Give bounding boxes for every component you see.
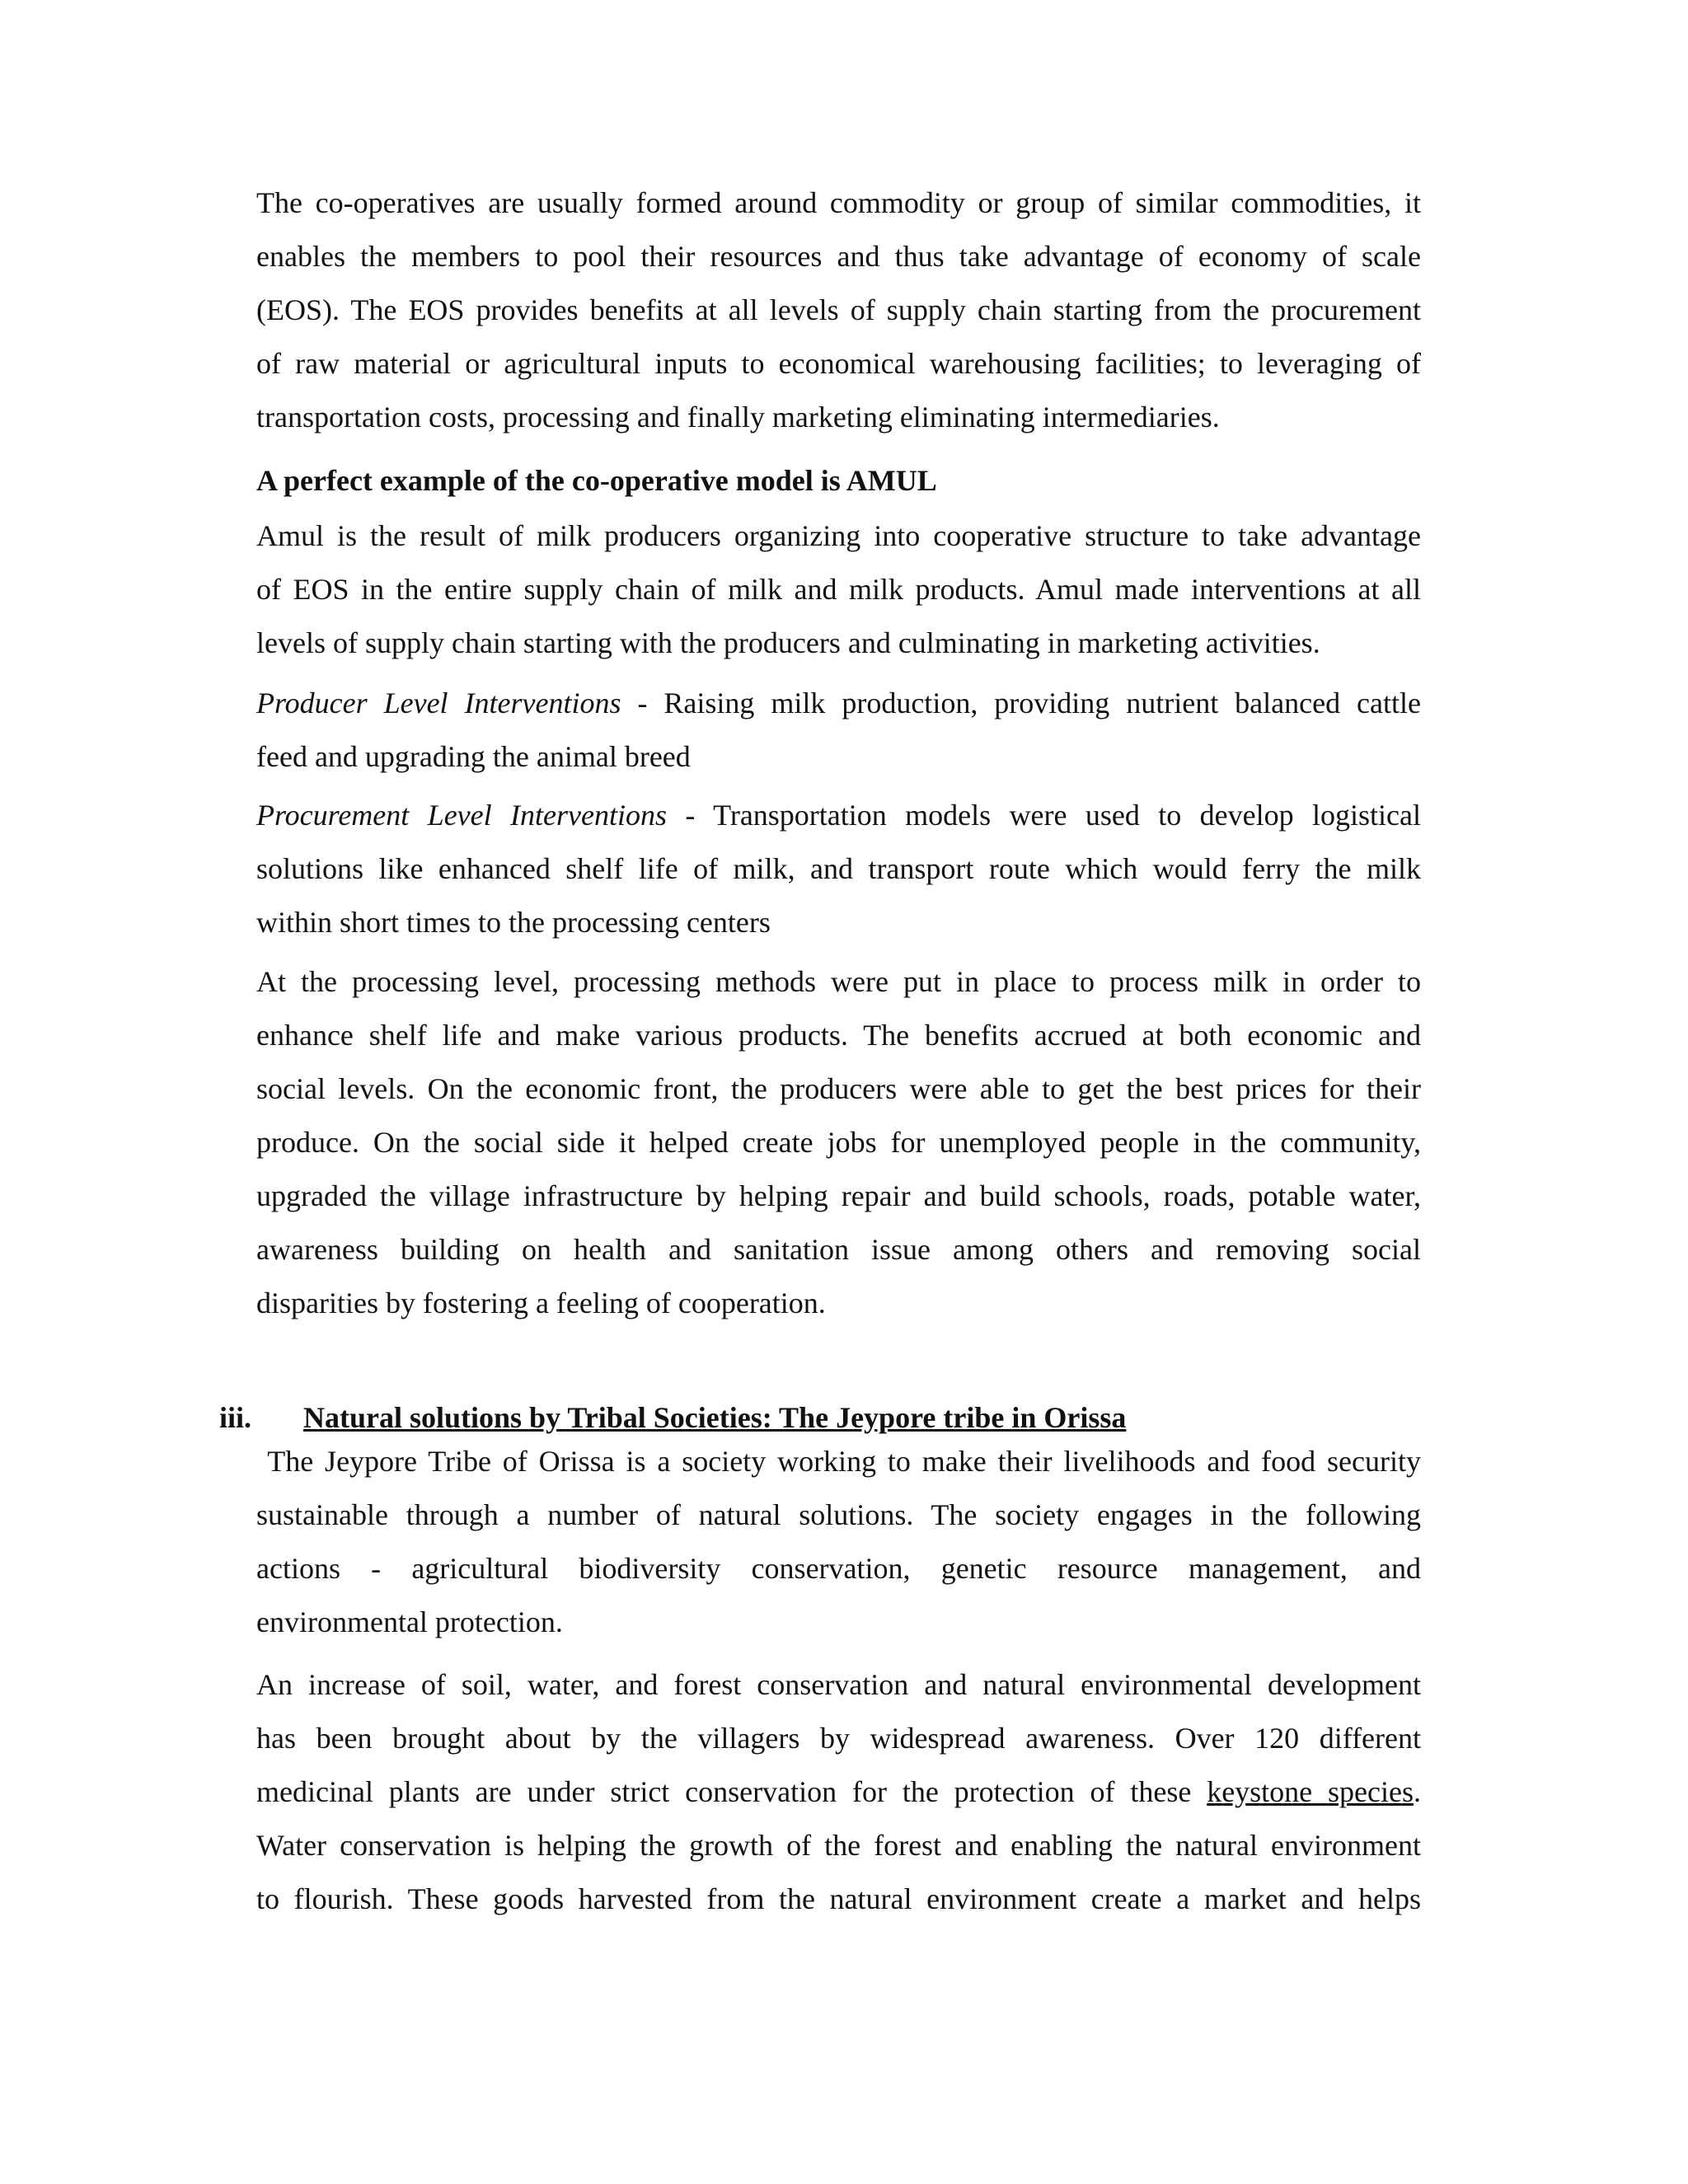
text-segment: medicinal plants are under strict conservation for the protection of these <box>256 1775 1207 1808</box>
text-line: solutions like enhanced shelf life of milk, and transport route which would ferry the milk <box>256 852 1421 885</box>
producer-text: - Raising milk production, providing nutrient balanced cattle <box>621 687 1422 719</box>
text-line: to flourish. These goods harvested from the natural environment create a market and helps <box>256 1882 1421 1915</box>
text-line: feed and upgrading the animal breed <box>256 740 691 773</box>
text-line: upgraded the village infrastructure by helping repair and build schools, roads, potable water, <box>256 1179 1421 1212</box>
text-line: has been brought about by the villagers by widespread awareness. Over 120 different <box>256 1722 1421 1755</box>
text-line <box>256 677 1421 730</box>
text-line: environmental protection. <box>256 1605 563 1638</box>
text-line: Amul is the result of milk producers organizing into cooperative structure to take advantage <box>256 519 1421 552</box>
text-line: produce. On the social side it helped create jobs for unemployed people in the community, <box>256 1126 1421 1159</box>
text-line: An increase of soil, water, and forest conservation and natural environmental development <box>256 1668 1421 1701</box>
text-line: actions - agricultural biodiversity conservation, genetic resource management, and <box>256 1552 1421 1585</box>
section-number: iii. <box>219 1401 252 1434</box>
text-line: of raw material or agricultural inputs to economical warehousing facilities; to leveraging of <box>256 347 1421 380</box>
text-line: The Jeypore Tribe of Orissa is a society working to make their livelihoods and food security <box>256 1445 1421 1478</box>
paragraph-producer-interventions <box>256 677 1421 784</box>
text-line: The co-operatives are usually formed around commodity or group of similar commodities, it <box>256 186 1421 219</box>
text-line: disparities by fostering a feeling of cooperation. <box>256 1286 826 1319</box>
procurement-text: - Transportation models were used to develop logistical <box>666 799 1422 832</box>
paragraph-processing-level <box>256 955 1421 1330</box>
text-segment: . <box>1413 1775 1421 1808</box>
text-line: transportation costs, processing and finally marketing eliminating intermediaries. <box>256 401 1220 434</box>
text-line: enhance shelf life and make various products. The benefits accrued at both economic and <box>256 1019 1421 1052</box>
text-line: social levels. On the economic front, the producers were able to get the best prices for their <box>256 1072 1421 1105</box>
amul-heading: A perfect example of the co-operative model is AMUL <box>256 464 937 497</box>
text-line: levels of supply chain starting with the producers and culminating in marketing activities. <box>256 626 1320 659</box>
text-line <box>256 789 1421 842</box>
text-line: of EOS in the entire supply chain of milk and milk products. Amul made interventions at all <box>256 573 1421 606</box>
keystone-species-link[interactable]: keystone species <box>1207 1775 1414 1808</box>
paragraph-procurement-interventions <box>256 789 1421 949</box>
text-line: At the processing level, processing methods were put in place to process milk in order to <box>256 965 1421 998</box>
producer-label: Producer Level Interventions <box>256 687 621 719</box>
text-line <box>256 1765 1421 1819</box>
section-title: Natural solutions by Tribal Societies: The Jeypore tribe in Orissa <box>303 1401 1127 1434</box>
paragraph-jeypore-tribe <box>256 1435 1421 1649</box>
text-line: within short times to the processing centers <box>256 906 771 939</box>
text-line: sustainable through a number of natural solutions. The society engages in the following <box>256 1498 1421 1531</box>
text-line: Water conservation is helping the growth of the forest and enabling the natural environment <box>256 1829 1421 1862</box>
paragraph-cooperatives-intro <box>256 176 1421 444</box>
paragraph-conservation <box>256 1658 1421 1926</box>
text-line: (EOS). The EOS provides benefits at all levels of supply chain starting from the procurement <box>256 293 1421 326</box>
paragraph-amul <box>256 509 1421 670</box>
text-line: enables the members to pool their resources and thus take advantage of economy of scale <box>256 240 1421 273</box>
procurement-label: Procurement Level Interventions <box>256 799 667 832</box>
text-line: awareness building on health and sanitation issue among others and removing social <box>256 1233 1421 1266</box>
